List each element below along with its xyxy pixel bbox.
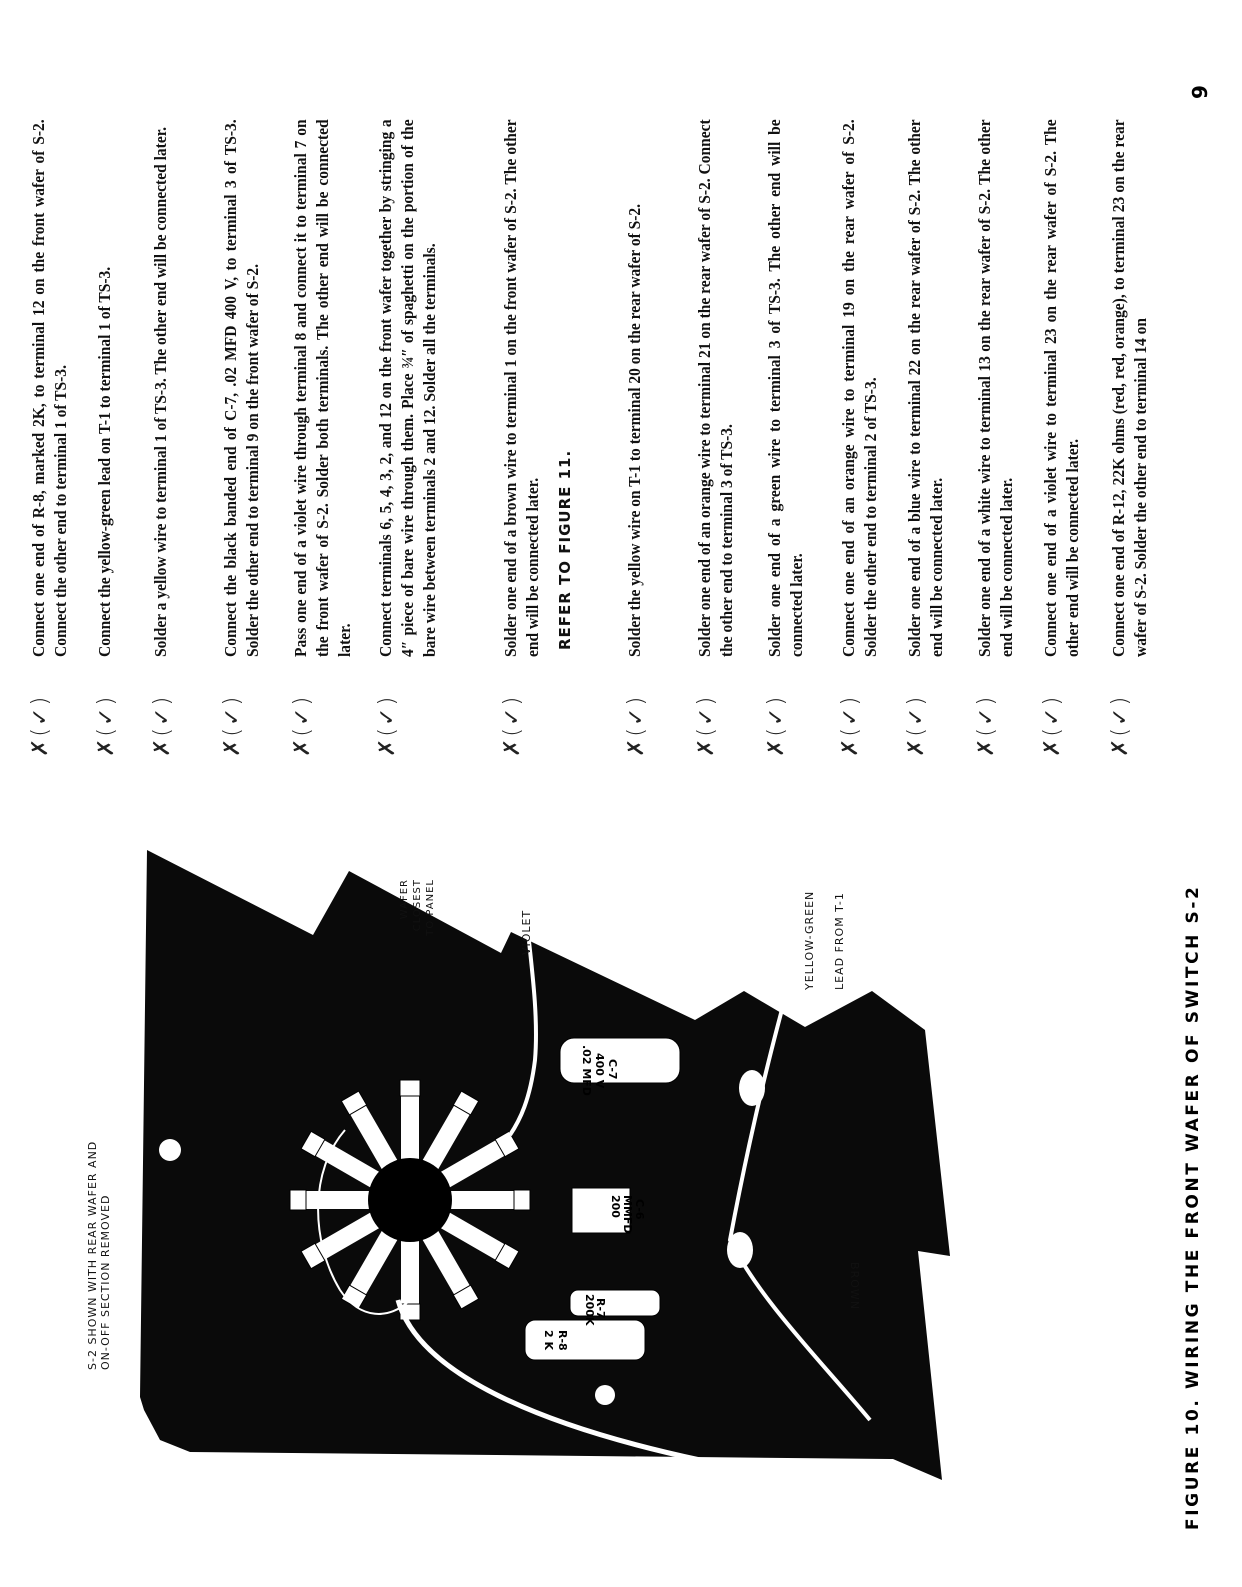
checkmark-icon[interactable]: ✗(✓) — [974, 694, 999, 757]
checkmark-icon[interactable]: ✗(✓) — [1040, 694, 1065, 757]
instruction-text: Solder one end of a blue wire to terminal 22 on the rear wafer of S-2. The other end will be connected later. — [905, 119, 946, 657]
checkmark-icon[interactable]: ✗(✓) — [764, 694, 789, 757]
instruction-item — [220, 85, 264, 757]
refer-heading: REFER TO FIGURE 11. — [556, 449, 574, 650]
label-line: CLOSEST — [412, 879, 423, 932]
lead-from-t1-label: LEAD FROM T-1 — [833, 892, 846, 990]
figure-caption: FIGURE 10. WIRING THE FRONT WAFER OF SWITCH S-2 — [1183, 884, 1203, 1530]
r7-label: 200KR-7 — [583, 1294, 607, 1326]
instruction-text: Solder one end of an orange wire to terminal 21 on the rear wafer of S-2. Connect the other end to terminal 3 of TS-3. — [695, 119, 736, 657]
figure-note-line: S-2 SHOWN WITH REAR WAFER AND — [86, 1140, 99, 1370]
checkmark-icon[interactable]: ✗(✓) — [28, 694, 53, 757]
label-line: TO PANEL — [425, 879, 436, 936]
instruction-item — [1108, 85, 1152, 757]
instruction-text: Connect the black banded end of C-7, .02 MFD 400 V, to terminal 3 of TS-3. Solder the other end to terminal 9 on the front wafer of S-2. — [221, 119, 262, 657]
instruction-item — [1040, 85, 1084, 757]
instruction-text: Solder one end of a brown wire to terminal 1 on the front wafer of S-2. The other end will be connected later. — [501, 119, 542, 657]
instruction-text: Connect one end of R-12, 22K ohms (red, red, orange), to terminal 23 on the rear wafer of S-2. Solder the other end to terminal 14 on — [1109, 119, 1150, 657]
instruction-text: Connect terminals 6, 5, 4, 3, 2, and 12 on the front wafer together by stringing a 4″ piece of bare wire through them. Place ¾″ of spaghetti on the portion of the bare wire between terminals 2 and 12. Solder all the terminals. — [376, 119, 439, 657]
checkmark-icon[interactable]: ✗(✓) — [624, 694, 649, 757]
instruction-item — [974, 85, 1018, 757]
checkmark-icon[interactable]: ✗(✓) — [838, 694, 863, 757]
instruction-text: Solder one end of a green wire to terminal 3 of TS-3. The other end will be connected later. — [765, 119, 806, 657]
figure-note-line: ON-OFF SECTION REMOVED — [99, 1194, 112, 1370]
instruction-text: Pass one end of a violet wire through terminal 8 and connect it to terminal 7 on the front wafer of S-2. Solder both terminals. The other end will be connected later. — [291, 119, 354, 657]
checkmark-icon[interactable]: ✗(✓) — [500, 694, 525, 757]
c7-label: .02 MFD400 VC-7 — [580, 1045, 619, 1096]
checkmark-icon[interactable]: ✗(✓) — [904, 694, 929, 757]
instruction-text: Connect one end of a violet wire to terminal 23 on the rear wafer of S-2. The other end will be connected later. — [1041, 119, 1082, 657]
instruction-item — [290, 85, 356, 757]
instruction-item — [500, 85, 544, 757]
r8-label: 2 KR-8 — [542, 1330, 569, 1351]
violet-label: VIOLET — [520, 909, 533, 955]
checkmark-icon[interactable]: ✗(✓) — [150, 694, 175, 757]
instruction-item — [150, 85, 175, 757]
instruction-text: Connect one end of an orange wire to terminal 19 on the rear wafer of S-2. Solder the other end to terminal 2 of TS-3. — [839, 119, 880, 657]
wafer-closest-label — [398, 879, 437, 937]
instruction-text: Solder the yellow wire on T-1 to terminal 20 on the rear wafer of S-2. — [625, 203, 644, 657]
yellow-green-label: YELLOW-GREEN — [803, 890, 816, 990]
instruction-text: Solder one end of a white wire to terminal 13 on the rear wafer of S-2. The other end will be connected later. — [975, 119, 1016, 657]
checkmark-icon[interactable]: ✗(✓) — [220, 694, 245, 757]
checkmark-icon[interactable]: ✗(✓) — [1108, 694, 1133, 757]
instruction-text: Solder a yellow wire to terminal 1 of TS-3. The other end will be connected later. — [151, 126, 170, 657]
instruction-item — [624, 85, 649, 757]
instruction-item — [94, 85, 119, 757]
checkmark-icon[interactable]: ✗(✓) — [290, 694, 315, 757]
instruction-text: Connect one end of R-8, marked 2K, to terminal 12 on the front wafer of S-2. Connect the other end to terminal 1 of TS-3. — [29, 119, 70, 657]
instruction-item — [375, 85, 441, 757]
checkmark-icon[interactable]: ✗(✓) — [375, 694, 400, 757]
c6-label: 200MMFDC-6 — [609, 1195, 646, 1234]
figure-note — [86, 1141, 112, 1370]
instruction-item — [764, 85, 808, 757]
brown-label: BROWN — [848, 1262, 861, 1310]
instruction-item — [838, 85, 882, 757]
checkmark-icon[interactable]: ✗(✓) — [694, 694, 719, 757]
label-line: WAFER — [399, 879, 410, 920]
checkmark-icon[interactable]: ✗(✓) — [94, 694, 119, 757]
instruction-item — [28, 85, 72, 757]
instruction-item — [694, 85, 738, 757]
instruction-text: Connect the yellow-green lead on T-1 to terminal 1 of TS-3. — [95, 266, 114, 657]
instruction-item — [904, 85, 948, 757]
page-number: 9 — [1188, 85, 1212, 99]
